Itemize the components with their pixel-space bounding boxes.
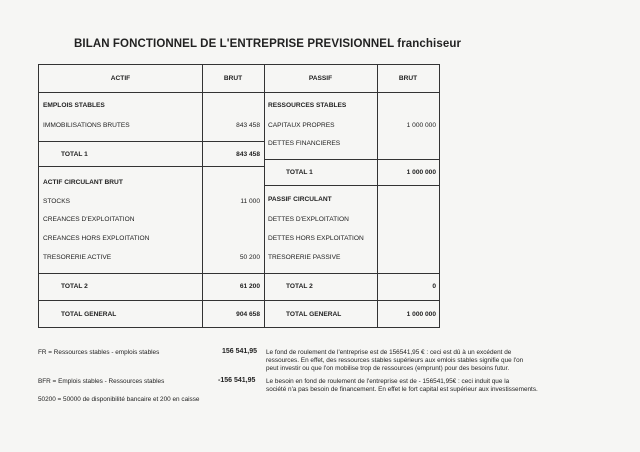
row-divider: [39, 141, 264, 142]
tresorerie-active-label: TRESORERIE ACTIVE: [43, 254, 112, 261]
header-brut-actif: BRUT: [223, 75, 243, 82]
passif-total2-label: TOTAL 2: [286, 283, 313, 290]
actif-total1-value: 843 458: [236, 151, 260, 158]
bfr-formula: BFR = Emplois stables - Ressources stables: [38, 378, 165, 385]
immobilisations-value: 843 458: [236, 122, 260, 129]
passif-total2-value: 0: [432, 283, 436, 290]
passif-total-general-label: TOTAL GENERAL: [286, 311, 342, 318]
row-divider: [264, 159, 439, 160]
dettes-exploitation-label: DETTES D'EXPLOITATION: [268, 216, 349, 223]
header-actif: ACTIF: [110, 75, 131, 82]
actif-total1-label: TOTAL 1: [61, 151, 88, 158]
fr-value-text: 156 541,95: [222, 348, 258, 355]
passif-circulant-heading: PASSIF CIRCULANT: [268, 196, 332, 203]
bfr-explanation-1: Le besoin en fond de roulement de l'entreprise est de - 156541,95€ : ceci induit que la: [266, 378, 510, 385]
actif-total2-value: 61 200: [239, 283, 260, 290]
fr-explanation-2: ressources. En effet, des ressources stables supérieurs aux emlois stables signifie que l'on: [266, 357, 524, 364]
actif-total-general-label: TOTAL GENERAL: [61, 311, 117, 318]
fr-formula: FR = Ressources stables - emplois stables: [38, 349, 160, 356]
row-divider: [39, 300, 439, 301]
passif-total-general-value: 1 000 000: [406, 311, 436, 318]
row-divider: [39, 273, 439, 274]
ressources-stables-heading: RESSOURCES STABLES: [268, 102, 347, 109]
creances-exploitation-label: CREANCES D'EXPLOITATION: [43, 216, 135, 223]
capitaux-propres-value: 1 000 000: [406, 122, 436, 129]
capitaux-propres-label: CAPITAUX PROPRES: [268, 122, 335, 129]
tresorerie-active-value: 50 200: [239, 254, 260, 261]
column-divider: [264, 65, 265, 327]
fr-explanation-3: peut investir ou que l'on mobilise trop de ressources (emprunt) pour des besoins futur.: [266, 365, 510, 372]
actif-circulant-heading: ACTIF CIRCULANT BRUT: [43, 179, 123, 186]
row-divider: [264, 185, 439, 186]
row-divider: [39, 166, 264, 167]
immobilisations-label: IMMOBILISATIONS BRUTES: [43, 122, 130, 129]
passif-total1-value: 1 000 000: [406, 169, 436, 176]
stocks-label: STOCKS: [43, 198, 70, 205]
balance-sheet-table: [38, 64, 440, 328]
creances-hors-exploitation-label: CREANCES HORS EXPLOITATION: [43, 235, 150, 242]
bfr-value-text: -156 541,95: [218, 377, 256, 384]
fr-explanation-1: Le fond de roulement de l'entreprise est de 156541,95 € : ceci est dû à un excédent de: [266, 349, 512, 356]
actif-total2-label: TOTAL 2: [61, 283, 88, 290]
tresorerie-passive-label: TRESORERIE PASSIVE: [268, 254, 341, 261]
dettes-financieres-label: DETTES FINANCIERES: [268, 140, 341, 147]
fr-value: [222, 348, 257, 356]
bfr-explanation-2: société n'a pas besoin de financement. En effet le fort capital est supérieur aux investissements.: [266, 386, 538, 393]
actif-total-general-value: 904 658: [236, 311, 260, 318]
passif-total1-label: TOTAL 1: [286, 169, 313, 176]
dettes-hors-exploitation-label: DETTES HORS EXPLOITATION: [268, 235, 364, 242]
row-divider: [39, 92, 439, 93]
page-title: BILAN FONCTIONNEL DE L'ENTREPRISE PREVISIONNEL franchiseur: [74, 38, 462, 50]
header-passif: PASSIF: [308, 75, 333, 82]
emplois-stables-heading: EMPLOIS STABLES: [43, 102, 105, 109]
cash-note: 50200 = 50000 de disponibilité bancaire et 200 en caisse: [38, 396, 200, 403]
stocks-value: 11 000: [240, 198, 260, 205]
bfr-value: [218, 377, 255, 385]
header-brut-passif: BRUT: [398, 75, 418, 82]
